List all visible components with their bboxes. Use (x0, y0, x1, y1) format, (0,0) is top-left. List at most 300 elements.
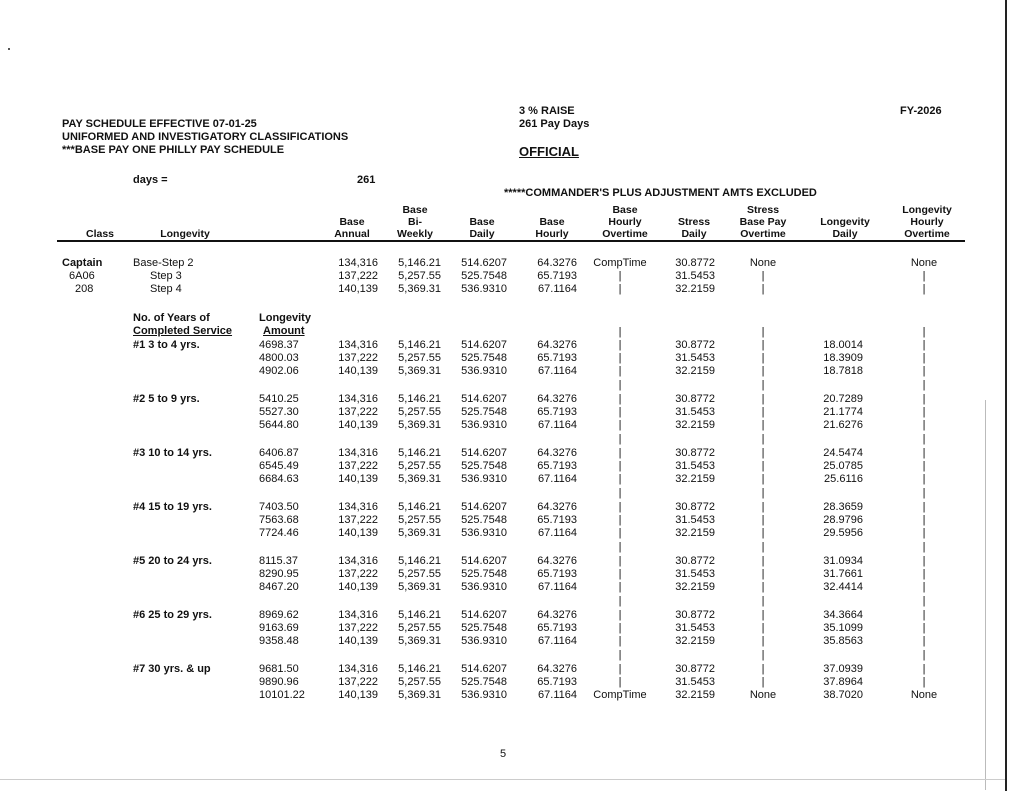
cell-hourly: 64.3276 (537, 339, 577, 351)
col-header-stress-base-pay-overtime: Stress Base Pay Overtime (739, 204, 787, 240)
cell-long-ot: | (922, 339, 926, 351)
longevity-row (0, 581, 1005, 594)
cell-annual: 134,316 (338, 447, 378, 459)
cell-long-daily: 28.9796 (823, 514, 863, 526)
cell-daily: 536.9310 (461, 365, 507, 377)
cell-hourly: 67.1164 (538, 283, 577, 295)
cell-daily: 536.9310 (461, 635, 507, 647)
cell-annual: 140,139 (338, 473, 378, 485)
col-header-base-hourly: Base Hourly (535, 216, 569, 240)
cell-long-ot: | (922, 447, 926, 459)
header-rule (57, 240, 965, 242)
cell-hourly: 64.3276 (537, 663, 577, 675)
longevity-row (0, 635, 1005, 648)
longevity-amount: 4698.37 (259, 339, 299, 351)
cell-biweekly: 5,257.55 (398, 568, 441, 580)
service-years-label: #3 10 to 14 yrs. (133, 447, 212, 459)
cell-daily: 514.6207 (461, 609, 507, 621)
cell-hourly-ot: | (618, 393, 622, 405)
cell-long-daily: 18.0014 (823, 339, 863, 351)
cell-hourly: 65.7193 (537, 514, 577, 526)
cell-annual: 140,139 (338, 635, 378, 647)
col-header-class: Class (85, 228, 115, 240)
cell-daily: 525.7548 (461, 676, 507, 688)
col-header-base-annual: Base Annual (334, 216, 370, 240)
cell-daily: 514.6207 (461, 663, 507, 675)
cell-hourly: 65.7193 (537, 622, 577, 634)
cell-stress-daily: 30.8772 (675, 663, 715, 675)
pay-days-label: 261 Pay Days (519, 118, 590, 130)
cell-stress-daily: 31.5453 (675, 352, 715, 364)
cell-hourly: 67.1164 (538, 689, 577, 701)
cell-hourly: 67.1164 (538, 365, 577, 377)
longevity-amount: 8115.37 (259, 555, 298, 567)
separator-bar: | (922, 595, 926, 607)
longevity-amount-label: Longevity (259, 312, 311, 324)
cell-stress-daily: 31.5453 (675, 676, 715, 688)
service-years-label: #5 20 to 24 yrs. (133, 555, 212, 567)
cell-long-daily: 25.0785 (823, 460, 863, 472)
days-value: 261 (357, 174, 376, 186)
cell-hourly-ot: | (618, 270, 622, 282)
cell-long-ot: | (922, 609, 926, 621)
cell-annual: 134,316 (338, 393, 378, 405)
longevity-row (0, 622, 1005, 635)
cell-daily: 514.6207 (461, 393, 507, 405)
cell-biweekly: 5,146.21 (398, 339, 441, 351)
cell-hourly-ot: | (618, 622, 622, 634)
separator-bar: | (922, 541, 926, 553)
group-separator-row (0, 487, 1005, 500)
cell-long-ot: | (922, 676, 926, 688)
cell-long-ot: | (922, 283, 926, 295)
separator-bar: | (922, 487, 926, 499)
cell-hourly: 67.1164 (538, 527, 577, 539)
longevity-amount: 7403.50 (259, 501, 299, 513)
longevity-row (0, 663, 1005, 676)
longevity-row (0, 568, 1005, 581)
longevity-amount: 5527.30 (259, 406, 299, 418)
longevity-amount: 9681.50 (259, 663, 299, 675)
longevity-amount: 8290.95 (259, 568, 299, 580)
service-years-label: #1 3 to 4 yrs. (133, 339, 200, 351)
page-number: 5 (500, 748, 507, 760)
longevity-amount: 9890.96 (259, 676, 299, 688)
cell-daily: 525.7548 (461, 406, 507, 418)
col-header-longevity-hourly-overtime: Longevity Hourly Overtime (902, 204, 952, 240)
cell-annual: 140,139 (338, 365, 378, 377)
cell-biweekly: 5,257.55 (398, 270, 441, 282)
cell-biweekly: 5,257.55 (398, 352, 441, 364)
cell-annual: 134,316 (338, 609, 378, 621)
longevity-row (0, 473, 1005, 486)
fiscal-year: FY-2026 (900, 105, 942, 117)
cell-annual: 137,222 (338, 460, 378, 472)
cell-hourly: 64.3276 (537, 501, 577, 513)
cell-stress-ot: | (761, 568, 765, 580)
cell-hourly-ot: | (618, 527, 622, 539)
cell-annual: 140,139 (338, 689, 378, 701)
cell-stress-daily: 32.2159 (675, 635, 715, 647)
cell-annual: 137,222 (338, 676, 378, 688)
cell-stress-daily: 30.8772 (675, 339, 715, 351)
cell-stress-daily: 31.5453 (675, 270, 715, 282)
title-line-3: ***BASE PAY ONE PHILLY PAY SCHEDULE (62, 144, 285, 156)
cell-annual: 140,139 (338, 527, 378, 539)
cell-stress-ot: None (749, 257, 777, 269)
cell-daily: 525.7548 (461, 622, 507, 634)
cell-hourly-ot: CompTime (593, 689, 647, 701)
service-years-label: #4 15 to 19 yrs. (133, 501, 212, 513)
cell-hourly-ot: | (618, 473, 622, 485)
cell-annual: 140,139 (338, 283, 378, 295)
cell-annual: 134,316 (338, 257, 378, 269)
cell-hourly-ot: | (618, 501, 622, 513)
cell-stress-ot: | (761, 473, 765, 485)
cell-hourly-ot: | (618, 352, 622, 364)
cell-long-daily: 37.8964 (823, 676, 863, 688)
cell-hourly-ot: | (618, 581, 622, 593)
cell-daily: 514.6207 (461, 555, 507, 567)
cell-hourly: 65.7193 (537, 568, 577, 580)
longevity-amount: 8969.62 (259, 609, 299, 621)
cell-hourly: 67.1164 (538, 473, 577, 485)
cell-long-ot: | (922, 527, 926, 539)
cell-annual: 137,222 (338, 622, 378, 634)
cell-daily: 536.9310 (461, 473, 507, 485)
cell-stress-daily: 32.2159 (675, 283, 715, 295)
longevity-row (0, 460, 1005, 473)
col-header-longevity-daily: Longevity Daily (820, 216, 870, 240)
group-separator-row (0, 433, 1005, 446)
cell-long-ot: None (910, 257, 938, 269)
cell-hourly: 65.7193 (537, 460, 577, 472)
separator-bar: | (922, 326, 926, 338)
cell-long-daily: 20.7289 (823, 393, 863, 405)
cell-stress-daily: 32.2159 (675, 365, 715, 377)
cell-biweekly: 5,257.55 (398, 622, 441, 634)
official-label: OFFICIAL (519, 144, 579, 159)
cell-stress-ot: None (749, 689, 777, 701)
cell-stress-ot: | (761, 406, 765, 418)
cell-hourly-ot: | (618, 663, 622, 675)
cell-hourly-ot: | (618, 609, 622, 621)
cell-stress-ot: | (761, 635, 765, 647)
separator-bar: | (922, 379, 926, 391)
longevity-amount: 9163.69 (259, 622, 299, 634)
cell-stress-daily: 30.8772 (675, 447, 715, 459)
cell-hourly: 65.7193 (537, 676, 577, 688)
cell-long-daily: 29.5956 (823, 527, 863, 539)
cell-hourly-ot: | (618, 568, 622, 580)
cell-hourly-ot: | (618, 447, 622, 459)
separator-bar: | (922, 433, 926, 445)
separator-bar: | (922, 649, 926, 661)
cell-long-ot: | (922, 393, 926, 405)
cell-stress-ot: | (761, 352, 765, 364)
cell-stress-ot: | (761, 419, 765, 431)
longevity-row (0, 419, 1005, 432)
longevity-amount: 7724.46 (259, 527, 299, 539)
longevity-row (0, 689, 1005, 702)
cell-stress-daily: 30.8772 (675, 393, 715, 405)
cell-daily: 536.9310 (461, 527, 507, 539)
cell-hourly-ot: | (618, 283, 622, 295)
cell-stress-daily: 30.8772 (675, 555, 715, 567)
years-of-service-label: No. of Years of (133, 312, 210, 324)
longevity-amount: 9358.48 (259, 635, 299, 647)
cell-long-ot: | (922, 555, 926, 567)
cell-long-ot: | (922, 460, 926, 472)
group-separator-row (0, 379, 1005, 392)
cell-daily: 536.9310 (461, 419, 507, 431)
cell-hourly-ot: | (618, 514, 622, 526)
cell-stress-ot: | (761, 339, 765, 351)
cell-stress-ot: | (761, 609, 765, 621)
cell-hourly-ot: | (618, 635, 622, 647)
longevity-row (0, 514, 1005, 527)
longevity-row (0, 339, 1005, 352)
cell-long-daily: 28.3659 (823, 501, 863, 513)
cell-stress-ot: | (761, 460, 765, 472)
cell-long-daily: 34.3664 (823, 609, 863, 621)
separator-bar: | (618, 649, 622, 661)
cell-stress-daily: 32.2159 (675, 689, 715, 701)
cell-biweekly: 5,369.31 (398, 419, 441, 431)
cell-biweekly: 5,146.21 (398, 257, 441, 269)
cell-stress-ot: | (761, 447, 765, 459)
cell-stress-ot: | (761, 581, 765, 593)
longevity-row (0, 609, 1005, 622)
col-header-base-hourly-overtime: Base Hourly Overtime (602, 204, 648, 240)
cell-stress-daily: 32.2159 (675, 527, 715, 539)
base-step-row (0, 283, 1005, 296)
cell-stress-daily: 32.2159 (675, 581, 715, 593)
cell-stress-ot: | (761, 676, 765, 688)
cell-annual: 137,222 (338, 406, 378, 418)
cell-stress-daily: 32.2159 (675, 473, 715, 485)
cell-stress-ot: | (761, 622, 765, 634)
cell-hourly-ot: | (618, 460, 622, 472)
cell-long-daily: 18.7818 (823, 365, 863, 377)
cell-biweekly: 5,146.21 (398, 501, 441, 513)
longevity-amount-sub-label: Amount (263, 325, 305, 337)
cell-long-ot: | (922, 406, 926, 418)
longevity-row (0, 676, 1005, 689)
cell-annual: 137,222 (338, 568, 378, 580)
cell-long-ot: | (922, 419, 926, 431)
longevity-row (0, 365, 1005, 378)
separator-bar: | (761, 541, 765, 553)
cell-biweekly: 5,369.31 (398, 689, 441, 701)
cell-biweekly: 5,369.31 (398, 635, 441, 647)
cell-daily: 525.7548 (461, 460, 507, 472)
cell-hourly: 65.7193 (537, 270, 577, 282)
cell-long-daily: 35.1099 (823, 622, 863, 634)
cell-long-ot: | (922, 568, 926, 580)
group-separator-row (0, 595, 1005, 608)
cell-hourly: 64.3276 (537, 257, 577, 269)
group-separator-row (0, 541, 1005, 554)
longevity-amount: 5410.25 (259, 393, 299, 405)
cell-annual: 137,222 (338, 270, 378, 282)
cell-stress-ot: | (761, 365, 765, 377)
cell-biweekly: 5,257.55 (398, 676, 441, 688)
cell-stress-daily: 31.5453 (675, 514, 715, 526)
cell-long-ot: | (922, 622, 926, 634)
cell-daily: 514.6207 (461, 339, 507, 351)
separator-bar: | (618, 379, 622, 391)
service-years-label: #6 25 to 29 yrs. (133, 609, 212, 621)
cell-biweekly: 5,146.21 (398, 663, 441, 675)
cell-long-ot: | (922, 501, 926, 513)
col-header-base-biweekly: Base Bi- Weekly (397, 204, 433, 240)
cell-biweekly: 5,146.21 (398, 393, 441, 405)
cell-stress-ot: | (761, 555, 765, 567)
cell-stress-daily: 32.2159 (675, 419, 715, 431)
separator-bar: | (761, 649, 765, 661)
group-separator-row (0, 649, 1005, 662)
cell-hourly: 65.7193 (537, 406, 577, 418)
cell-stress-daily: 31.5453 (675, 406, 715, 418)
longevity-amount: 6406.87 (259, 447, 299, 459)
longevity-row (0, 501, 1005, 514)
cell-daily: 525.7548 (461, 514, 507, 526)
cell-biweekly: 5,257.55 (398, 514, 441, 526)
separator-bar: | (761, 595, 765, 607)
cell-daily: 525.7548 (461, 568, 507, 580)
title-line-2: UNIFORMED AND INVESTIGATORY CLASSIFICATIONS (62, 131, 349, 143)
longevity-amount: 6545.49 (259, 460, 299, 472)
separator-bar: | (618, 433, 622, 445)
cell-daily: 536.9310 (461, 283, 507, 295)
separator-bar: | (618, 487, 622, 499)
cell-annual: 137,222 (338, 514, 378, 526)
cell-hourly-ot: CompTime (593, 257, 647, 269)
col-header-longevity: Longevity (160, 228, 210, 240)
cell-hourly-ot: | (618, 406, 622, 418)
class-title: Captain (62, 257, 103, 269)
cell-biweekly: 5,369.31 (398, 527, 441, 539)
longevity-amount: 5644.80 (259, 419, 299, 431)
col-header-stress-daily: Stress Daily (677, 216, 711, 240)
cell-annual: 140,139 (338, 419, 378, 431)
cell-biweekly: 5,146.21 (398, 609, 441, 621)
longevity-row (0, 352, 1005, 365)
step-label: Step 3 (150, 270, 182, 282)
service-years-label: #7 30 yrs. & up (133, 663, 211, 675)
longevity-amount: 8467.20 (259, 581, 299, 593)
document-title (62, 118, 348, 157)
cell-long-ot: | (922, 352, 926, 364)
cell-hourly: 65.7193 (537, 352, 577, 364)
cell-daily: 514.6207 (461, 447, 507, 459)
cell-biweekly: 5,257.55 (398, 460, 441, 472)
base-step-row (0, 257, 1005, 270)
longevity-row (0, 555, 1005, 568)
cell-biweekly: 5,369.31 (398, 581, 441, 593)
cell-daily: 514.6207 (461, 257, 507, 269)
longevity-row (0, 527, 1005, 540)
cell-stress-daily: 30.8772 (675, 501, 715, 513)
cell-hourly-ot: | (618, 676, 622, 688)
cell-daily: 514.6207 (461, 501, 507, 513)
cell-biweekly: 5,369.31 (398, 283, 441, 295)
cell-long-daily: 31.0934 (823, 555, 863, 567)
scan-speck (8, 48, 10, 50)
cell-biweekly: 5,369.31 (398, 473, 441, 485)
scan-bottom-line (0, 779, 1005, 780)
cell-stress-ot: | (761, 501, 765, 513)
cell-daily: 525.7548 (461, 270, 507, 282)
raise-info (519, 105, 589, 131)
cell-long-daily: 32.4414 (823, 581, 863, 593)
longevity-row (0, 393, 1005, 406)
longevity-amount: 4800.03 (259, 352, 299, 364)
separator-bar: | (618, 541, 622, 553)
class-code: 6A06 (69, 270, 95, 282)
cell-long-daily: 21.6276 (823, 419, 863, 431)
separator-bar: | (761, 487, 765, 499)
cell-long-ot: | (922, 270, 926, 282)
longevity-row (0, 447, 1005, 460)
cell-long-ot: | (922, 365, 926, 377)
cell-biweekly: 5,146.21 (398, 447, 441, 459)
longevity-amount: 7563.68 (259, 514, 299, 526)
step-label: Base-Step 2 (133, 257, 194, 269)
cell-long-daily: 21.1774 (823, 406, 863, 418)
cell-daily: 536.9310 (461, 689, 507, 701)
longevity-amount: 6684.63 (259, 473, 299, 485)
cell-stress-ot: | (761, 663, 765, 675)
title-line-1: PAY SCHEDULE EFFECTIVE 07-01-25 (62, 118, 257, 130)
cell-biweekly: 5,257.55 (398, 406, 441, 418)
longevity-amount: 4902.06 (259, 365, 299, 377)
cell-hourly: 67.1164 (538, 581, 577, 593)
cell-long-ot: | (922, 663, 926, 675)
cell-annual: 134,316 (338, 663, 378, 675)
cell-long-ot: | (922, 473, 926, 485)
cell-annual: 134,316 (338, 501, 378, 513)
base-step-row (0, 270, 1005, 283)
cell-long-ot: | (922, 635, 926, 647)
raise-label: 3 % RAISE (519, 105, 575, 117)
separator-bar: | (618, 326, 622, 338)
service-years-label: #2 5 to 9 yrs. (133, 393, 200, 405)
cell-biweekly: 5,146.21 (398, 555, 441, 567)
cell-annual: 134,316 (338, 555, 378, 567)
separator-bar: | (761, 433, 765, 445)
step-label: Step 4 (150, 283, 182, 295)
days-label: days = (133, 174, 168, 186)
cell-annual: 137,222 (338, 352, 378, 364)
cell-long-daily: 37.0939 (823, 663, 863, 675)
cell-hourly: 67.1164 (538, 419, 577, 431)
col-header-base-daily: Base Daily (469, 216, 495, 240)
separator-bar: | (761, 379, 765, 391)
cell-hourly-ot: | (618, 339, 622, 351)
cell-hourly: 64.3276 (537, 609, 577, 621)
completed-service-label: Completed Service (133, 325, 233, 337)
cell-stress-daily: 31.5453 (675, 460, 715, 472)
cell-hourly: 67.1164 (538, 635, 577, 647)
separator-bar: | (618, 595, 622, 607)
cell-long-ot: | (922, 581, 926, 593)
cell-hourly: 64.3276 (537, 555, 577, 567)
longevity-amount: 10101.22 (259, 689, 305, 701)
cell-long-daily: 25.6116 (824, 473, 863, 485)
cell-stress-daily: 31.5453 (675, 568, 715, 580)
